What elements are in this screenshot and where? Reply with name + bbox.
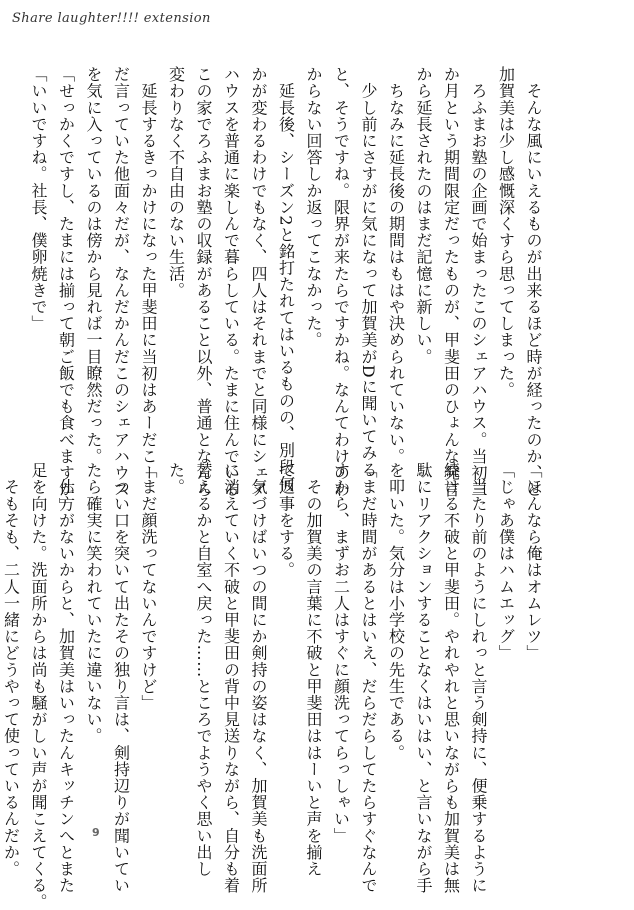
text-line: 当たり前のようにしれっと言う剣持に、便乗するように: [469, 462, 488, 894]
text-line: を気に入っているのは傍から見れば一目瞭然だった。: [84, 66, 103, 465]
text-line: からない回答しか返ってこなかった。: [304, 66, 323, 349]
text-line: つい口を突いて出たその独り言は、剣持辺りが聞いてい: [111, 462, 131, 894]
text-line: ちなみに延長後の期間はもはや決められていない。: [386, 66, 406, 465]
text-line: 少し前にさすがに気になって加賀美がDに聞いてみる: [359, 66, 378, 478]
text-line: 「じゃあ僕はハムエッグ」: [496, 462, 516, 662]
text-line: 仕方がないからと、加賀美はいったんキッチンへとまた: [56, 462, 76, 894]
text-line: 「せっかくですし、たまには揃って朝ご飯でも食べますか」: [56, 66, 76, 515]
text-line: だ言っていた他面々だが、なんだかんだこのシェアハウス: [111, 66, 131, 498]
text-line: この家でろふまお塾の収録があること以外、普通となんら: [194, 66, 213, 498]
text-line: に消えていく不破と甲斐田の背中見送りながら、自分も着: [221, 462, 241, 894]
text-line: 駄にリアクションすることなくはいはい、と言いながら手: [414, 462, 433, 894]
text-line: た。: [166, 462, 186, 496]
text-line: かが変わるわけでもなく、四人はそれまでと同様にシェア: [249, 66, 268, 498]
text-line: たら確実に笑われていたに違いない。: [84, 462, 103, 745]
running-header: Share laughter!!!! extension: [12, 11, 211, 26]
text-line: そもそも、二人一緒にどうやって使っているんだか。: [1, 462, 21, 877]
text-line: ハウスを普通に楽しんで暮らしている。たまに住んでいる: [221, 66, 241, 498]
text-line: 延長するきっかけになった甲斐田に当初はあーだこー: [139, 66, 158, 481]
text-line: ろふまお塾の企画で始まったこのシェアハウス。当初三: [469, 66, 488, 498]
text-line: 気づけばいつの間にか剣持の姿はなく、加賀美も洗面所: [249, 462, 268, 894]
page-number: 9: [92, 826, 100, 839]
text-line: 変わりなく不自由のない生活。: [166, 66, 186, 299]
text-line: 足を向けた。洗面所からは尚も騒がしい声が聞こえてくる。: [29, 462, 48, 910]
lower-text-block: [0, 462, 547, 910]
text-line: 続ける不破と甲斐田。やれやれと思いながらも加賀美は無: [441, 462, 461, 894]
text-line: 「いいですね。社長、僕卵焼きで」: [29, 66, 48, 332]
text-line: 替えるかと自室へ戻った……ところでようやく思い出し: [194, 462, 213, 877]
text-line: 加賀美は少し感慨深くすら思ってしまった。: [496, 66, 516, 398]
text-line: 「まだ顔洗ってないんですけど」: [139, 462, 158, 711]
text-line: そんな風にいえるものが出来るほど時が経ったのか、と: [524, 66, 543, 498]
text-line: 「ほんなら俺はオムレツ」: [524, 462, 543, 662]
text-line: すから、まずお二人はすぐに顔洗ってらっしゃい」: [331, 462, 351, 844]
text-line: と、そうですね。限界が来たらですかね。なんてわけのわ: [331, 66, 351, 498]
text-line: 延長後、シーズン2と銘打たれてはいるものの、別段何: [276, 66, 296, 492]
text-line: て返事をする。: [276, 462, 296, 579]
text-line: 「まだ時間があるとはいえ、だらだらしてたらすぐなんで: [359, 462, 378, 894]
upper-text-block: [25, 66, 548, 515]
text-line: その加賀美の言葉に不破と甲斐田ははーいと声を揃え: [304, 462, 323, 877]
text-line: か月という期間限定だったものが、甲斐田のひょんな発言: [441, 66, 461, 498]
text-line: を叩いた。気分は小学校の先生である。: [386, 462, 406, 761]
text-line: から延長されたのはまだ記憶に新しい。: [414, 66, 433, 365]
